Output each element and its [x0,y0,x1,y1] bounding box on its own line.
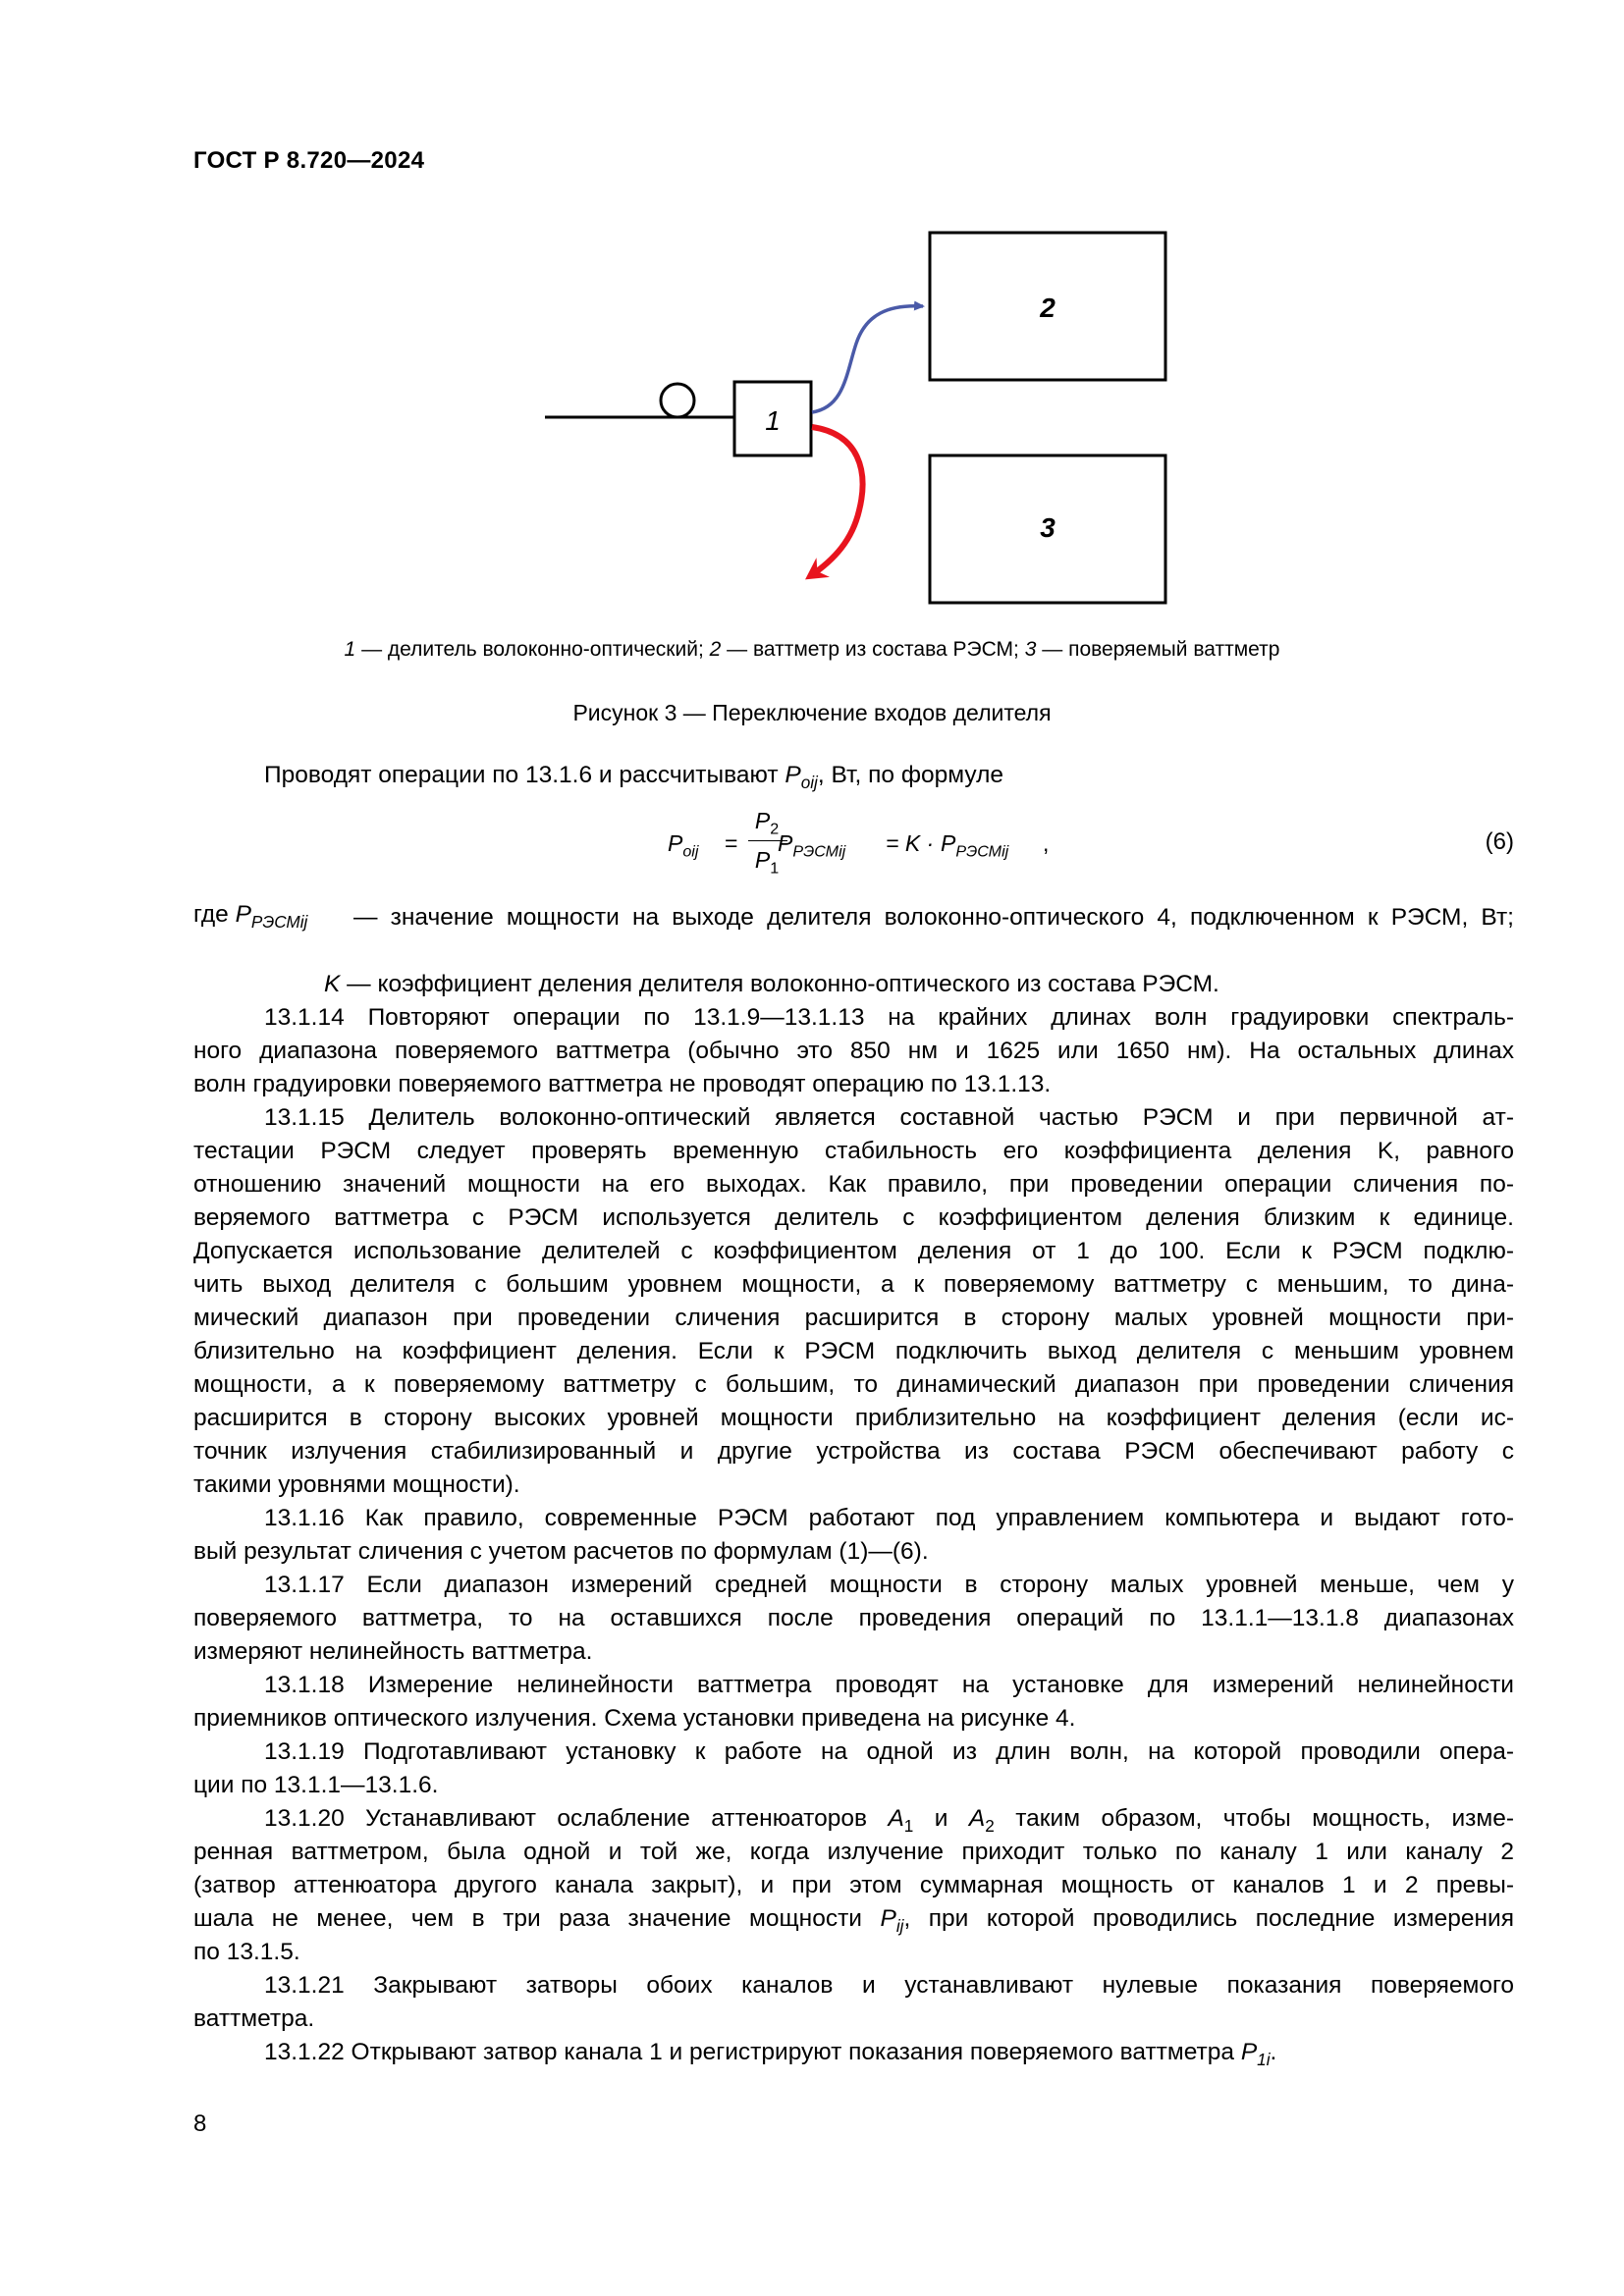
figure-3-diagram [530,226,1178,618]
formula-6: $P_{oij}$ = $P_2$ $P_1$ $P_{РЭСМij}$ = K · $P_{РЭСМij}$ , [668,808,1050,878]
intro-paragraph: Проводят операции по 13.1.6 и рассчитывают $P_{oij}$, Вт, по формуле [264,762,1003,792]
where-label: где $P_{РЭСМij}$ [193,901,308,932]
figure-caption: Рисунок 3 — Переключение входов делителя [572,700,1052,725]
wattmeter-resm-label: 2 [1040,293,1056,323]
definition-1: — значение мощности на выходе делителя волоконно-оптического 4, подключенном к РЭСМ, Вт; [353,904,1514,931]
wattmeter-tested-label: 3 [1040,512,1056,543]
page-number: 8 [193,2110,207,2137]
blue-branch-arrow [812,306,923,412]
red-branch-arrow [810,427,863,576]
fiber-loop [661,384,694,417]
definition-2: K — коэффициент деления делителя волоконно-оптического из состава РЭСМ. [324,971,1219,997]
document-header: ГОСТ Р 8.720—2024 [193,147,425,174]
paragraph-13-1-22: 13.1.22 Открывают затвор канала 1 и регистрируют показания поверяемого ваттметра $P_{1i}$. [264,2039,1277,2069]
figure-legend: 1 — делитель волоконно-оптический; 2 — ваттметр из состава РЭСМ; 3 — поверяемый ваттметр [344,638,1280,661]
formula-number: (6) [1485,828,1514,855]
divider-label: 1 [765,405,781,436]
